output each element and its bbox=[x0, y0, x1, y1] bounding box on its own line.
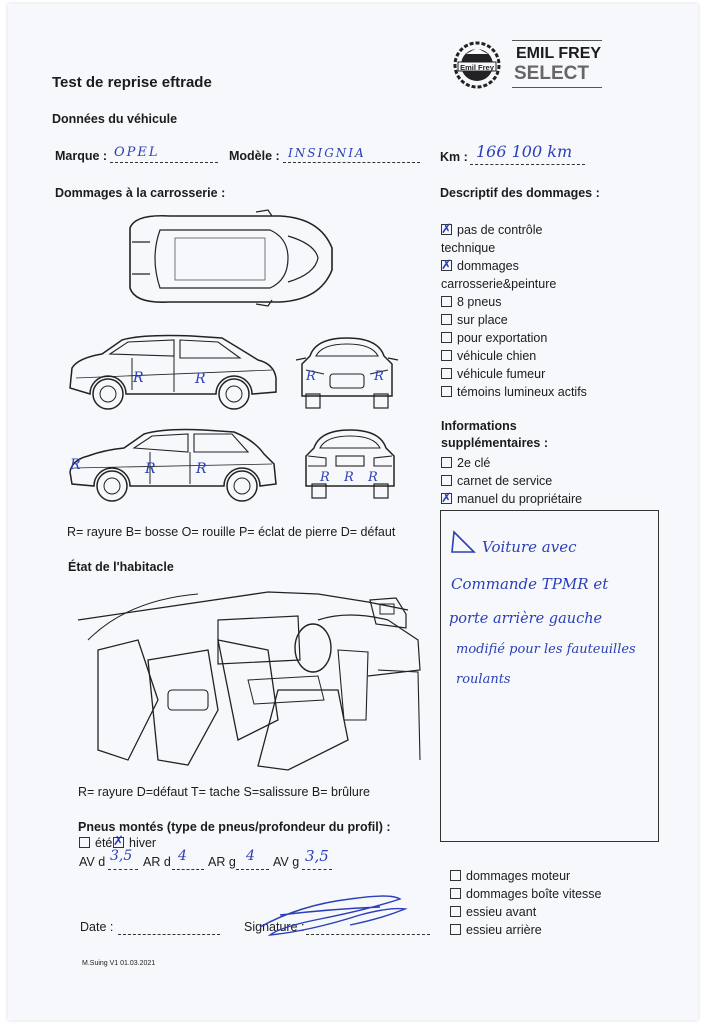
car-side-view-right bbox=[64, 424, 284, 510]
list-item[interactable] bbox=[441, 454, 641, 472]
ar-g-label: AR g bbox=[208, 855, 236, 869]
damage-mark-r: R bbox=[368, 470, 378, 485]
list-item[interactable] bbox=[441, 329, 621, 347]
list-item-label: véhicule chien bbox=[457, 349, 537, 363]
winter-label: hiver bbox=[129, 836, 157, 850]
sunvisor-mirror-icon bbox=[366, 594, 412, 634]
badge-text: Emil Frey bbox=[460, 63, 494, 72]
checkbox[interactable] bbox=[441, 332, 452, 343]
av-g-value[interactable]: 3,5 bbox=[305, 847, 329, 865]
extra-info-list bbox=[441, 454, 641, 508]
damage-desc-heading: Descriptif des dommages : bbox=[440, 186, 600, 200]
signature-label: Signature : bbox=[244, 920, 305, 934]
damage-mark-r: R bbox=[320, 470, 330, 485]
damage-mark-r: R bbox=[145, 461, 156, 477]
note-line: Voiture avec bbox=[482, 538, 577, 556]
list-item-label: manuel du propriétaire bbox=[457, 492, 583, 506]
checkbox[interactable] bbox=[441, 314, 452, 325]
ar-d-value[interactable]: 4 bbox=[178, 848, 187, 864]
damage-desc-list bbox=[441, 221, 621, 401]
interior-legend: R= rayure D=défaut T= tache S=salissure B= brûlure bbox=[78, 785, 370, 799]
interior-heading: État de l'habitacle bbox=[68, 560, 174, 574]
tire-summer-option[interactable] bbox=[79, 836, 112, 850]
body-damage-heading: Dommages à la carrosserie : bbox=[55, 186, 226, 200]
checkbox[interactable] bbox=[441, 457, 452, 468]
av-g-label: AV g bbox=[273, 855, 300, 869]
modele-value[interactable]: INSIGNIA bbox=[288, 146, 366, 160]
list-item-label: pas de contrôle bbox=[457, 223, 543, 237]
list-item-label: dommages moteur bbox=[466, 869, 571, 883]
damage-mark-r: R bbox=[70, 457, 81, 473]
footer-version: M.Suing V1 01.03.2021 bbox=[82, 960, 156, 967]
summer-checkbox[interactable] bbox=[79, 837, 90, 848]
av-d-value[interactable]: 3,5 bbox=[110, 848, 133, 864]
extra-info-heading-2: supplémentaires : bbox=[441, 436, 548, 450]
checkbox[interactable] bbox=[441, 475, 452, 486]
checkbox[interactable] bbox=[441, 368, 452, 379]
list-item[interactable] bbox=[441, 472, 641, 490]
warning-triangle-icon bbox=[448, 528, 478, 558]
bottom-checklist bbox=[450, 867, 650, 939]
list-item-label: essieu avant bbox=[466, 905, 537, 919]
date-line[interactable] bbox=[118, 922, 220, 935]
damage-mark-r: R bbox=[195, 371, 206, 387]
checkbox[interactable] bbox=[450, 888, 461, 899]
list-item[interactable] bbox=[441, 365, 621, 383]
tires-heading: Pneus montés (type de pneus/profondeur du profil) : bbox=[78, 820, 391, 834]
checkbox[interactable] bbox=[450, 870, 461, 881]
checkbox[interactable] bbox=[441, 224, 452, 235]
note-line: roulants bbox=[456, 672, 511, 687]
checkbox[interactable] bbox=[450, 924, 461, 935]
list-item-label: dommages boîte vitesse bbox=[466, 887, 602, 901]
checkbox[interactable] bbox=[441, 493, 452, 504]
damage-mark-r: R bbox=[344, 470, 354, 485]
page-title: Test de reprise eftrade bbox=[52, 74, 212, 91]
winter-checkbox[interactable] bbox=[113, 837, 124, 848]
checkbox[interactable] bbox=[441, 296, 452, 307]
ar-g-value[interactable]: 4 bbox=[246, 848, 255, 864]
checkbox[interactable] bbox=[441, 386, 452, 397]
list-item-label: témoins lumineux actifs bbox=[457, 385, 587, 399]
car-top-view bbox=[120, 208, 340, 308]
list-item[interactable] bbox=[441, 490, 641, 508]
checkbox[interactable] bbox=[450, 906, 461, 917]
checkbox[interactable] bbox=[441, 260, 452, 271]
car-rear-view bbox=[300, 426, 400, 506]
note-line: modifié pour les fauteuilles bbox=[456, 642, 636, 657]
checkbox[interactable] bbox=[441, 350, 452, 361]
km-value[interactable]: 166 100 km bbox=[476, 142, 573, 161]
extra-info-heading: Informations bbox=[441, 419, 517, 433]
marque-value[interactable]: OPEL bbox=[114, 145, 160, 160]
list-item[interactable] bbox=[441, 311, 621, 329]
damage-mark-r: R bbox=[374, 369, 384, 384]
list-item-label: pour exportation bbox=[457, 331, 548, 345]
list-item[interactable] bbox=[441, 221, 621, 239]
brand-line1: EMIL FREY bbox=[516, 45, 602, 62]
list-item-continuation: carrosserie&peinture bbox=[441, 277, 557, 291]
list-item-label: carnet de service bbox=[457, 474, 553, 488]
ar-d-line bbox=[172, 857, 204, 870]
list-item-label: 8 pneus bbox=[457, 295, 502, 309]
damage-mark-r: R bbox=[306, 369, 316, 384]
damage-mark-r: R bbox=[133, 370, 144, 386]
emil-frey-badge-icon bbox=[452, 40, 502, 90]
av-d-label: AV d bbox=[79, 855, 106, 869]
list-item-label: sur place bbox=[457, 313, 508, 327]
list-item-label: 2e clé bbox=[457, 456, 491, 470]
logo-wordmark bbox=[512, 40, 602, 88]
date-label: Date : bbox=[80, 920, 114, 934]
damage-mark-r: R bbox=[196, 461, 207, 477]
brand-line2: SELECT bbox=[514, 63, 589, 84]
km-label: Km : bbox=[440, 150, 468, 164]
car-side-view-left bbox=[62, 330, 282, 416]
list-item-continuation: technique bbox=[441, 241, 496, 255]
note-line: Commande TPMR et bbox=[451, 575, 609, 593]
list-item[interactable] bbox=[450, 903, 650, 921]
body-damage-legend: R= rayure B= bosse O= rouille P= éclat de pierre D= défaut bbox=[67, 525, 396, 539]
list-item[interactable] bbox=[450, 921, 650, 939]
marque-label: Marque : bbox=[55, 149, 108, 163]
list-item[interactable] bbox=[450, 867, 650, 885]
list-item[interactable] bbox=[441, 383, 621, 401]
list-item[interactable] bbox=[441, 347, 621, 365]
list-item[interactable] bbox=[450, 885, 650, 903]
handwritten-signature bbox=[240, 885, 420, 945]
list-item-label: véhicule fumeur bbox=[457, 367, 546, 381]
list-item[interactable] bbox=[441, 257, 621, 275]
list-item[interactable] bbox=[441, 293, 621, 311]
list-item-label: essieu arrière bbox=[466, 923, 542, 937]
modele-label: Modèle : bbox=[229, 149, 280, 163]
ar-d-label: AR d bbox=[143, 855, 171, 869]
list-item-label: dommages bbox=[457, 259, 519, 273]
summer-label: été bbox=[95, 836, 113, 850]
note-line: porte arrière gauche bbox=[449, 611, 603, 627]
vehicle-heading: Données du véhicule bbox=[52, 112, 178, 126]
